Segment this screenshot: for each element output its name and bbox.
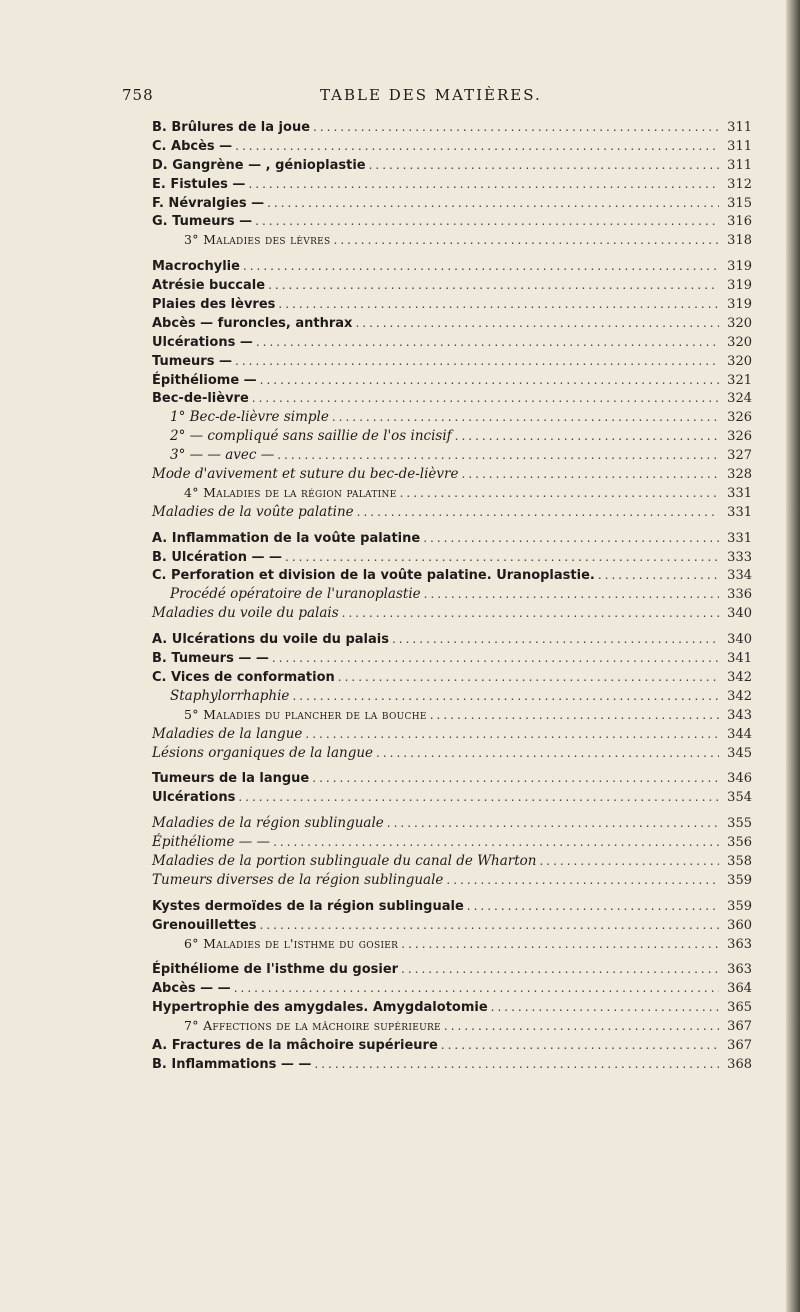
toc-entry-title: G. Tumeurs — (152, 214, 253, 230)
toc-entry-title: Bec-de-lièvre (152, 391, 249, 407)
toc-entry-title: 7° Affections de la mâchoire supérieure (184, 1018, 441, 1034)
toc-entry-page: 360 (727, 917, 752, 933)
dot-leader (387, 814, 719, 833)
toc-entry (152, 706, 752, 725)
dot-leader (539, 852, 719, 871)
dot-leader (235, 352, 719, 371)
toc-entry-title: C. Vices de conformation (152, 669, 335, 685)
toc-entry-title: Tumeurs de la langue (152, 771, 310, 787)
toc-entry-title: Tumeurs — (152, 353, 232, 369)
toc-entry-title: A. Ulcérations du voile du palais (152, 632, 389, 648)
toc-entry-title: 1° Bec-de-lièvre simple (170, 409, 329, 426)
dot-leader (267, 194, 719, 213)
dot-leader (272, 649, 719, 668)
toc-entry-page: 336 (727, 587, 752, 603)
toc-entry (152, 484, 752, 503)
toc-entry-page: 340 (727, 632, 752, 648)
toc-entry-page: 342 (727, 688, 752, 704)
dot-leader (234, 979, 719, 998)
toc-entry-page: 365 (727, 1000, 752, 1016)
toc-entry (152, 649, 752, 668)
dot-leader (455, 427, 719, 446)
toc-entry-title: Macrochylie (152, 259, 240, 275)
toc-entry-title: Grenouillettes (152, 917, 257, 933)
toc-entry (152, 604, 752, 623)
toc-entry (152, 314, 752, 333)
dot-leader (441, 1036, 719, 1055)
page-edge-shadow (786, 0, 800, 1312)
dot-leader (400, 484, 719, 503)
toc-entry-title: Épithéliome de l'isthme du gosier (152, 962, 399, 978)
toc-entry-page: 324 (727, 391, 752, 407)
toc-entry (152, 566, 752, 585)
toc-entry-title: E. Fistules — (152, 176, 246, 192)
dot-leader (338, 668, 719, 687)
toc-entry (152, 630, 752, 649)
toc-entry-title: Maladies de la portion sublinguale du canal de Wharton (152, 852, 537, 869)
toc-entry (152, 427, 752, 446)
dot-leader (273, 833, 719, 852)
dot-leader (598, 566, 719, 585)
toc-entry (152, 668, 752, 687)
dot-leader (424, 585, 719, 604)
toc-entry-title: Maladies de la voûte palatine (152, 503, 354, 520)
toc-entry-title: Mode d'avivement et suture du bec-de-lièvre (152, 466, 459, 483)
dot-leader (369, 156, 719, 175)
dot-leader (260, 916, 719, 935)
toc-entry-page: 354 (727, 790, 752, 806)
toc-entry-page: 341 (727, 651, 752, 667)
toc-entry (152, 897, 752, 916)
dot-leader (256, 333, 719, 352)
toc-entry-page: 331 (727, 485, 752, 501)
dot-leader (401, 960, 719, 979)
toc-entry-page: 367 (727, 1019, 752, 1035)
toc-entry-page: 342 (727, 669, 752, 685)
toc-entry (152, 529, 752, 548)
toc-entry-title: Staphylorrhaphie (170, 687, 290, 704)
toc-entry-page: 327 (727, 448, 752, 464)
toc-entry (152, 446, 752, 465)
toc-entry-title: B. Inflammations — — (152, 1056, 312, 1072)
toc-entry-page: 346 (727, 771, 752, 787)
toc-entry-title: 3° Maladies des lèvres (184, 232, 331, 248)
toc-entry-title: A. Fractures de la mâchoire supérieure (152, 1037, 438, 1053)
toc-entry-title: Lésions organiques de la langue (152, 744, 374, 761)
toc-entry (152, 212, 752, 231)
toc-entry-page: 328 (727, 467, 752, 483)
toc-entry (152, 333, 752, 352)
toc-entry (152, 1017, 752, 1036)
toc-entry-page: 363 (727, 962, 752, 978)
toc-entry-page: 340 (727, 606, 752, 622)
toc-entry-page: 358 (727, 853, 752, 869)
toc-entry-page: 363 (727, 936, 752, 952)
toc-entry-page: 333 (727, 549, 752, 565)
toc-entry-title: 4° Maladies de la région palatine (184, 484, 397, 500)
dot-leader (342, 604, 719, 623)
toc-entry-title: 3° — — avec — (170, 447, 275, 464)
toc-entry-title: Ulcérations (152, 790, 236, 806)
dot-leader (248, 175, 719, 194)
toc-entry (152, 960, 752, 979)
dot-leader (238, 788, 719, 807)
toc-entry-title: A. Inflammation de la voûte palatine (152, 530, 421, 546)
toc-entry-title: Hypertrophie des amygdales. Amygdalotomie (152, 1000, 488, 1016)
toc-entry (152, 194, 752, 213)
toc-entry (152, 276, 752, 295)
dot-leader (376, 744, 719, 763)
toc-entry-page: 319 (727, 297, 752, 313)
toc-entry-page: 319 (727, 278, 752, 294)
dot-leader (467, 897, 719, 916)
toc-entry (152, 371, 752, 390)
toc-entry-page: 311 (727, 157, 752, 173)
toc-entry (152, 137, 752, 156)
toc-entry-title: D. Gangrène — , génioplastie (152, 157, 366, 173)
dot-leader (446, 871, 719, 890)
dot-leader (260, 371, 719, 390)
toc-entry (152, 257, 752, 276)
toc-entry (152, 156, 752, 175)
toc-entry-page: 367 (727, 1037, 752, 1053)
table-of-contents (152, 118, 752, 1074)
toc-entry-title: Maladies de la région sublinguale (152, 815, 384, 832)
toc-entry (152, 979, 752, 998)
toc-entry (152, 548, 752, 567)
toc-entry-title: Épithéliome — (152, 372, 257, 388)
toc-entry (152, 769, 752, 788)
toc-entry (152, 935, 752, 954)
dot-leader (243, 257, 719, 276)
toc-entry-page: 343 (727, 707, 752, 723)
dot-leader (491, 998, 719, 1017)
page-header (0, 86, 800, 108)
toc-entry-page: 356 (727, 835, 752, 851)
dot-leader (401, 935, 719, 954)
dot-leader (392, 630, 719, 649)
toc-entry-page: 359 (727, 872, 752, 888)
toc-entry-title: Maladies de la langue (152, 725, 303, 742)
dot-leader (268, 276, 719, 295)
toc-entry-page: 334 (727, 568, 752, 584)
toc-entry-title: B. Ulcération — — (152, 549, 282, 565)
toc-entry (152, 408, 752, 427)
toc-entry-title: C. Abcès — (152, 138, 233, 154)
dot-leader (462, 465, 720, 484)
toc-entry (152, 687, 752, 706)
dot-leader (332, 408, 719, 427)
toc-entry-title: Maladies du voile du palais (152, 605, 339, 622)
toc-entry-title: B. Tumeurs — — (152, 651, 269, 667)
dot-leader (312, 769, 719, 788)
toc-entry-title: Abcès — — (152, 981, 231, 997)
toc-entry-page: 320 (727, 315, 752, 331)
toc-entry-page: 312 (727, 176, 752, 192)
toc-entry-page: 320 (727, 334, 752, 350)
dot-leader (444, 1017, 719, 1036)
toc-entry-page: 318 (727, 233, 752, 249)
toc-entry-title: 5° Maladies du plancher de la bouche (184, 706, 427, 722)
toc-entry (152, 295, 752, 314)
toc-entry (152, 175, 752, 194)
toc-entry (152, 503, 752, 522)
dot-leader (357, 503, 719, 522)
toc-entry-page: 321 (727, 372, 752, 388)
toc-entry-page: 344 (727, 726, 752, 742)
page-number: 758 (122, 86, 154, 104)
dot-leader (305, 725, 719, 744)
toc-entry (152, 788, 752, 807)
toc-entry-page: 326 (727, 410, 752, 426)
toc-entry-title: Épithéliome — — (152, 834, 271, 851)
toc-entry (152, 916, 752, 935)
toc-entry-page: 331 (727, 530, 752, 546)
toc-entry (152, 465, 752, 484)
toc-entry (152, 998, 752, 1017)
toc-entry-page: 320 (727, 353, 752, 369)
dot-leader (285, 548, 719, 567)
dot-leader (430, 706, 719, 725)
dot-leader (423, 529, 719, 548)
dot-leader (235, 137, 719, 156)
toc-entry (152, 814, 752, 833)
toc-entry-title: Kystes dermoïdes de la région sublinguale (152, 898, 464, 914)
toc-entry-title: Plaies des lèvres (152, 297, 276, 313)
toc-entry (152, 352, 752, 371)
dot-leader (313, 118, 719, 137)
toc-entry-page: 364 (727, 981, 752, 997)
toc-entry-page: 345 (727, 745, 752, 761)
toc-entry-page: 311 (727, 120, 752, 135)
toc-entry (152, 744, 752, 763)
toc-entry-title: Procédé opératoire de l'uranoplastie (170, 586, 421, 603)
toc-entry-title: Atrésie buccale (152, 278, 266, 294)
toc-entry-title: 6° Maladies de l'isthme du gosier (184, 935, 399, 951)
toc-entry-page: 355 (727, 816, 752, 832)
dot-leader (277, 446, 719, 465)
toc-entry (152, 725, 752, 744)
dot-leader (355, 314, 719, 333)
dot-leader (278, 295, 719, 314)
toc-entry-page: 359 (727, 898, 752, 914)
toc-entry (152, 118, 752, 137)
dot-leader (314, 1055, 719, 1074)
running-title: TABLE DES MATIÈRES. (320, 86, 542, 104)
toc-entry-page: 331 (727, 504, 752, 520)
toc-entry-title: 2° — compliqué sans saillie de l'os incisif (170, 428, 452, 445)
toc-entry-title: Tumeurs diverses de la région sublinguale (152, 871, 444, 888)
toc-entry-title: Ulcérations — (152, 334, 253, 350)
toc-entry-page: 316 (727, 214, 752, 230)
dot-leader (255, 212, 719, 231)
toc-entry-title: F. Névralgies — (152, 195, 265, 211)
toc-entry-title: B. Brûlures de la joue (152, 120, 311, 135)
toc-entry (152, 389, 752, 408)
toc-entry-page: 368 (727, 1056, 752, 1072)
toc-entry-title: Abcès — furoncles, anthrax (152, 315, 353, 331)
toc-entry-page: 315 (727, 195, 752, 211)
toc-entry (152, 1036, 752, 1055)
toc-entry (152, 852, 752, 871)
toc-entry (152, 231, 752, 250)
toc-entry-page: 319 (727, 259, 752, 275)
toc-entry (152, 585, 752, 604)
toc-entry-page: 311 (727, 138, 752, 154)
toc-entry (152, 871, 752, 890)
dot-leader (292, 687, 719, 706)
dot-leader (334, 231, 719, 250)
toc-entry-page: 326 (727, 429, 752, 445)
toc-entry (152, 1055, 752, 1074)
dot-leader (252, 389, 719, 408)
toc-entry (152, 833, 752, 852)
toc-entry-title: C. Perforation et division de la voûte palatine. Uranoplastie. (152, 568, 595, 584)
